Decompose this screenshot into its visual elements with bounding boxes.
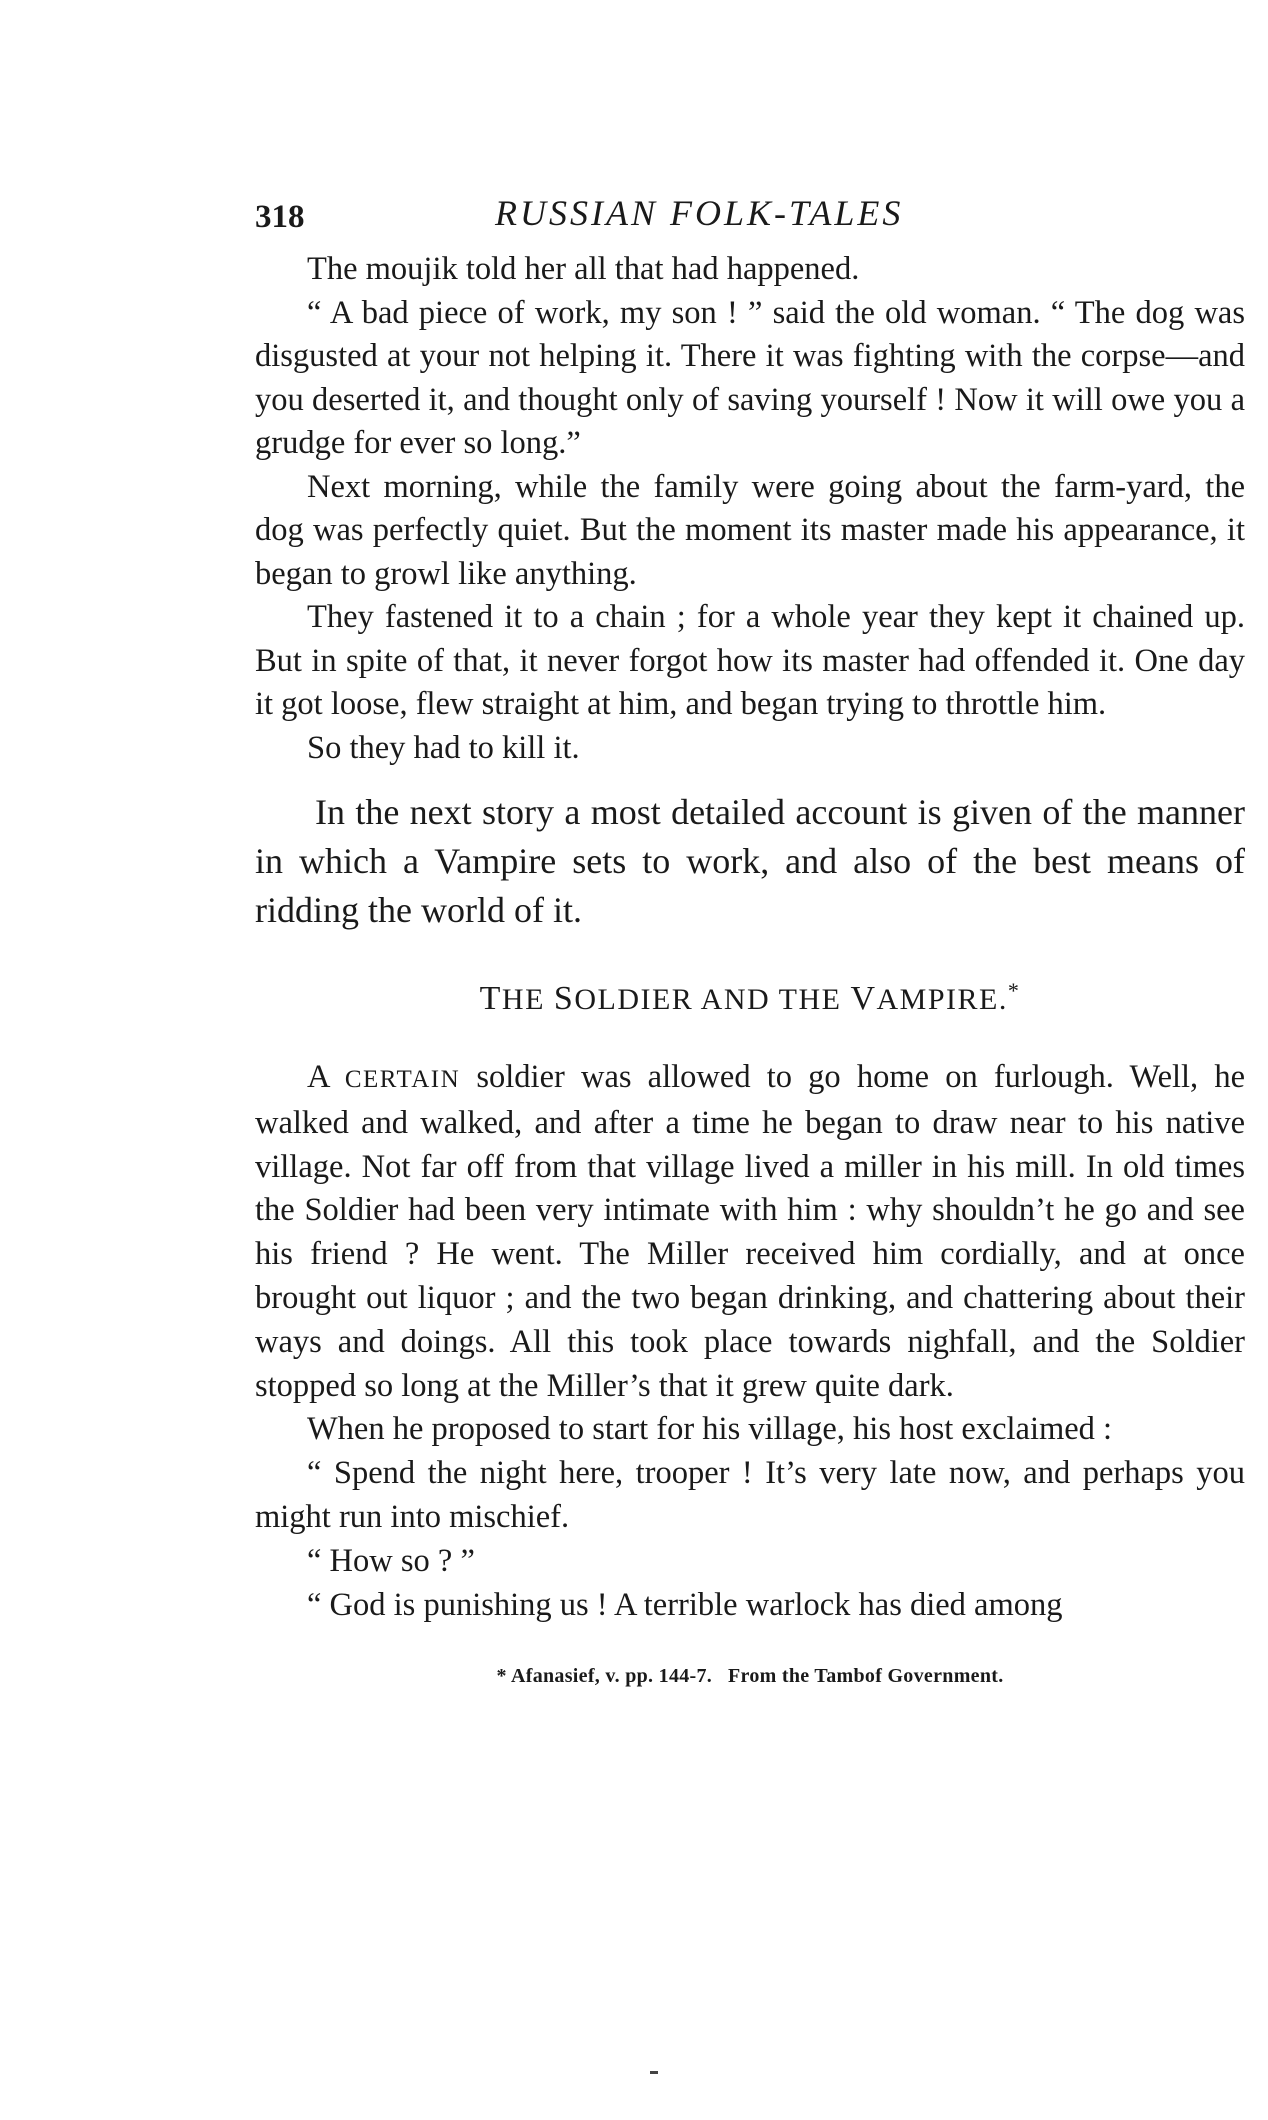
title-word: OLDIER	[574, 983, 694, 1016]
story-title	[255, 979, 1245, 1020]
paragraph: So they had to kill it.	[307, 729, 580, 766]
title-initial: T	[479, 980, 502, 1017]
paragraph: “ A bad piece of work, my son ! ” said the old woman. “ The dog was disgusted at your not helping it. There it was fighting with the corpse—and you deserted it, and thought only of saving yourself ! Now it will owe you a grudge for ever so long.”	[255, 294, 1245, 461]
footnote-reference: v. pp. 144-7.	[605, 1665, 713, 1688]
footnote-source: From the Tambof Government.	[728, 1665, 1004, 1688]
title-word: AMPIRE.	[876, 983, 1008, 1016]
footnote-marker: *	[1007, 978, 1021, 1003]
intro-paragraph: In the next story a most detailed account is given of the manner in which a Vampire sets to work, and also of the best means of ridding the world of it.	[255, 792, 1245, 930]
opening-word: A	[307, 1059, 329, 1095]
page-number: 318	[255, 199, 305, 235]
paragraph: When he proposed to start for his village, his host exclaimed :	[307, 1411, 1113, 1448]
title-word: AND THE	[700, 983, 842, 1016]
scan-speck	[650, 2071, 658, 2074]
footnote	[255, 1665, 1245, 1688]
paragraph: Next morning, while the family were going about the farm-yard, the dog was perfectly quiet. But the moment its master made his appearance, it began to growl like anything.	[255, 468, 1245, 592]
footnote-author: Afanasief,	[510, 1665, 601, 1688]
opening-text: soldier was allowed to go home on furlough. Well, he walked and walked, and after a time he began to draw near to his native village. Not far off from that village lived a miller in his mill. In old times the Soldier had been very intimate with him : why shouldn’t he go and see his friend ? He went. The Miller received him cordially, and at once brought out liquor ; and the two began drinking, and chattering about their ways and doings. All this took place towards nighfall, and the Soldier stopped so long at the Miller’s that it grew quite dark.	[255, 1059, 1246, 1404]
title-initial: S	[553, 980, 575, 1017]
paragraph: “ God is punishing us ! A terrible warlock has died among	[307, 1586, 1063, 1623]
running-head	[255, 190, 1245, 236]
paragraph: They fastened it to a chain ; for a whole year they kept it chained up. But in spite of that, it never forgot how its master had offended it. One day it got loose, flew straight at him, and began trying to throttle him.	[255, 599, 1245, 722]
top-text-block	[255, 248, 1245, 770]
story-opening-paragraph	[255, 1056, 1245, 1408]
paragraph: “ Spend the night here, trooper ! It’s very late now, and perhaps you might run into mischief.	[255, 1455, 1245, 1535]
footnote-mark: *	[496, 1665, 507, 1688]
running-title: RUSSIAN FOLK-TALES	[495, 193, 904, 233]
story-text-block	[255, 1056, 1245, 1627]
title-initial: V	[850, 980, 877, 1017]
opening-smallcaps: CERTAIN	[344, 1066, 461, 1093]
paragraph: “ How so ? ”	[307, 1542, 475, 1579]
intro-text-block	[255, 788, 1245, 935]
paragraph: The moujik told her all that had happened.	[307, 251, 860, 287]
book-page	[255, 190, 1245, 2070]
title-word: HE	[501, 983, 545, 1016]
